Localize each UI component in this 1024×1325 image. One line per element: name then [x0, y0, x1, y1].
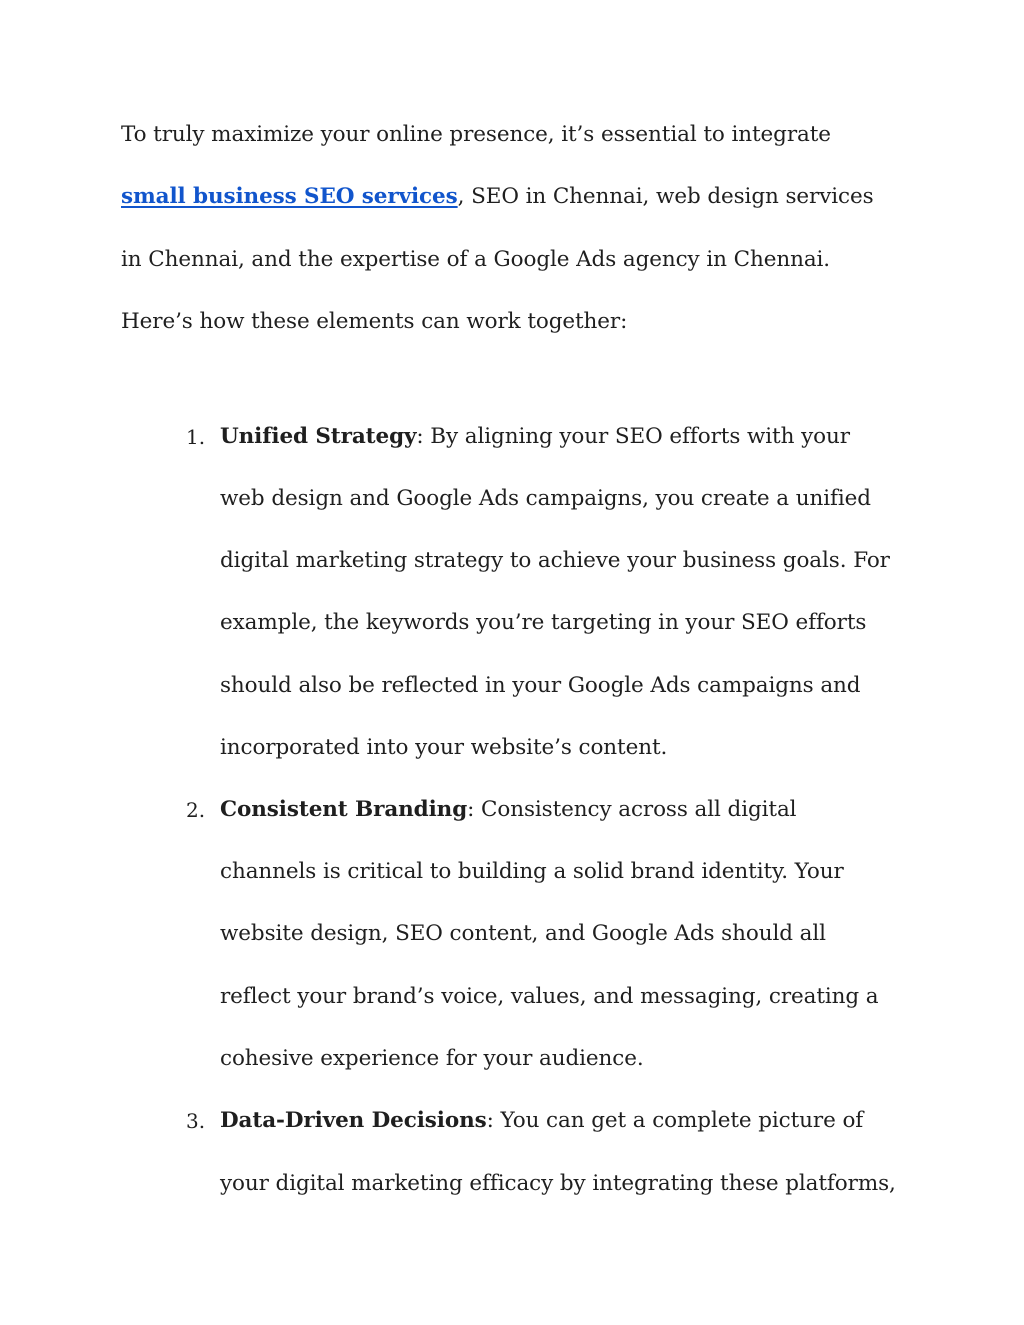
list-item-title: Consistent Branding [220, 797, 468, 822]
list-item-line [220, 795, 796, 825]
list-item-line: web design and Google Ads campaigns, you create a unified [220, 486, 871, 511]
intro-line-4: Here’s how these elements can work together: [121, 309, 628, 334]
intro-line-3: in Chennai, and the expertise of a Google Ads agency in Chennai. [121, 247, 831, 272]
list-item-line: incorporated into your website’s content. [220, 735, 668, 760]
list-item-line: should also be reflected in your Google Ads campaigns and [220, 673, 861, 698]
intro-line-1: To truly maximize your online presence, it’s essential to integrate [121, 122, 831, 147]
list-item-text: : Consistency across all digital [467, 797, 797, 822]
list-item-title: Data-Driven Decisions [220, 1108, 487, 1133]
intro-line-2 [121, 182, 874, 212]
list-marker: 1. [186, 425, 206, 449]
list-item-line: channels is critical to building a solid brand identity. Your [220, 859, 844, 884]
list-item-text: : By aligning your SEO efforts with your [416, 424, 850, 449]
small-business-seo-link[interactable]: small business SEO services [121, 184, 458, 209]
list-item-text: : You can get a complete picture of [486, 1108, 864, 1133]
list-item-line [220, 422, 850, 452]
list-item-line: example, the keywords you’re targeting in your SEO efforts [220, 610, 867, 635]
list-item-title: Unified Strategy [220, 424, 417, 449]
list-marker: 3. [186, 1109, 206, 1133]
list-item-line: reflect your brand’s voice, values, and messaging, creating a [220, 984, 879, 1009]
list-item-line: website design, SEO content, and Google Ads should all [220, 921, 826, 946]
list-item-line: digital marketing strategy to achieve your business goals. For [220, 548, 890, 573]
intro-line-2-text: , SEO in Chennai, web design services [457, 184, 874, 209]
list-item-line: your digital marketing efficacy by integrating these platforms, [220, 1171, 896, 1196]
list-marker: 2. [186, 798, 206, 822]
list-item-line: cohesive experience for your audience. [220, 1046, 644, 1071]
list-item-line [220, 1106, 863, 1136]
